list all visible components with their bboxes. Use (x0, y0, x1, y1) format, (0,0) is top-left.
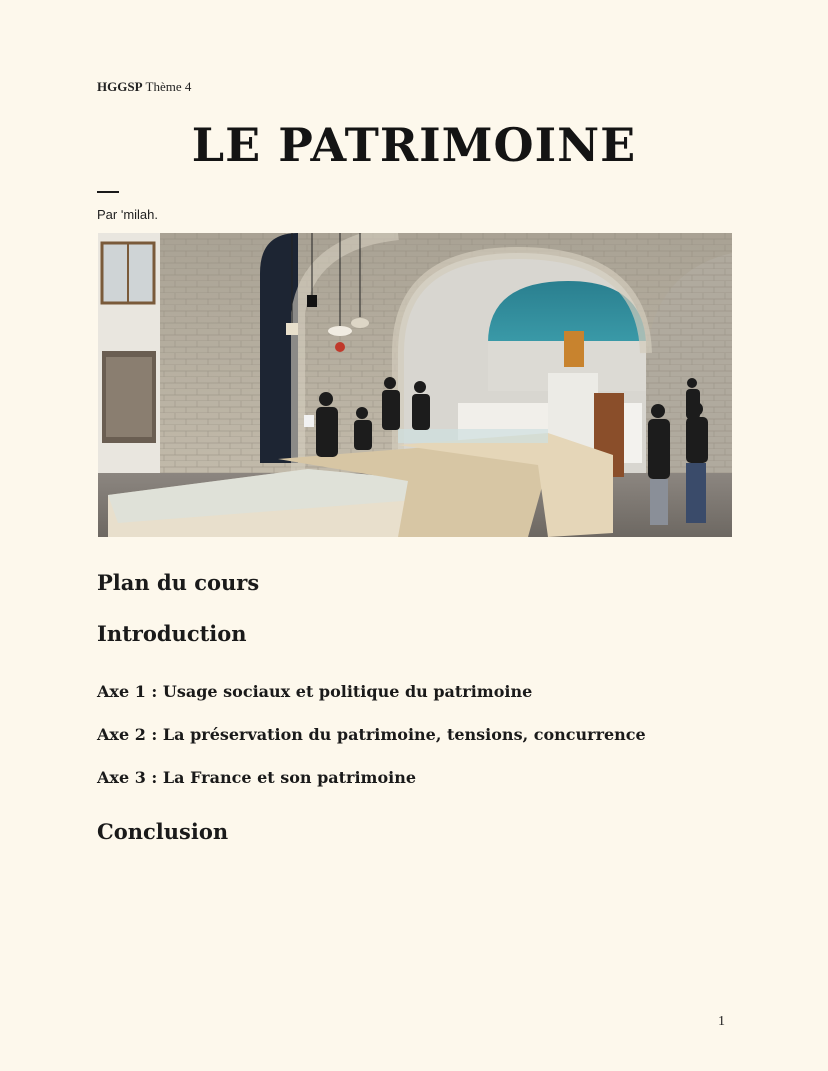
document-header (97, 79, 191, 95)
museum-photo (98, 233, 732, 537)
axe-2-item: Axe 2 : La préservation du patrimoine, tensions, concurrence (97, 725, 646, 744)
conclusion-heading: Conclusion (97, 819, 229, 844)
document-title: LE PATRIMOINE (191, 118, 637, 172)
plan-heading: Plan du cours (97, 570, 260, 595)
author-line: Par ʹmilah. (97, 207, 159, 222)
page-number: 1 (718, 1014, 725, 1029)
axe-3-item: Axe 3 : La France et son patrimoine (97, 768, 417, 787)
theme-label: Thème 4 (145, 79, 192, 94)
title-divider (97, 191, 119, 193)
axe-1-item: Axe 1 : Usage sociaux et politique du patrimoine (97, 682, 533, 701)
introduction-heading: Introduction (97, 621, 247, 646)
subject-label: HGGSP (97, 79, 143, 94)
